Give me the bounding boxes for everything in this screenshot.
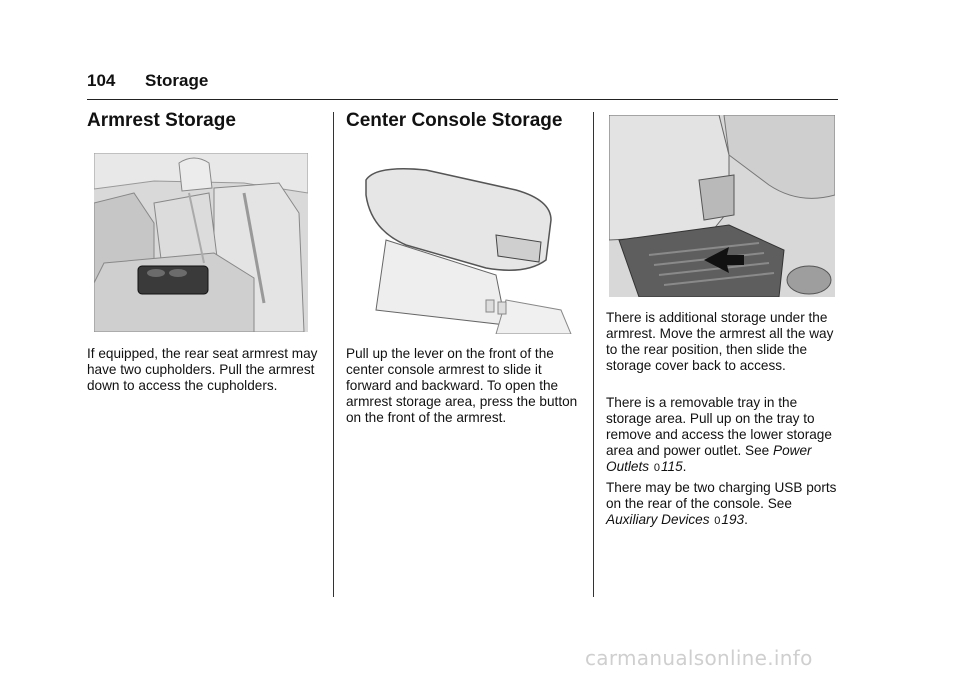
page-ref-arrow-icon: 0 — [653, 462, 660, 474]
power-outlets-page-ref[interactable]: 115 — [660, 459, 683, 474]
armrest-storage-heading: Armrest Storage — [87, 110, 236, 131]
auxiliary-devices-page-ref[interactable]: 193 — [721, 512, 745, 527]
column-divider — [333, 112, 334, 597]
armrest-storage-text: If equipped, the rear seat armrest may have two cupholders. Pull the armrest down to access the cupholders. — [87, 346, 318, 393]
page-number: 104 — [87, 71, 116, 90]
column-divider — [593, 112, 594, 597]
center-console-storage-heading: Center Console Storage — [346, 110, 563, 131]
center-console-armrest-illustration — [346, 150, 580, 334]
center-console-storage-text: Pull up the lever on the front of the center console armrest to slide it forward and backward. To open the armrest storage area, press the button on the front of the armrest. — [346, 346, 578, 425]
rear-seat-armrest-illustration — [94, 153, 308, 332]
removable-tray-text — [606, 395, 838, 476]
usb-ports-text — [606, 480, 838, 529]
section-title: Storage — [145, 71, 209, 90]
page-ref-arrow-icon: 0 — [714, 515, 721, 527]
page-header — [87, 71, 838, 100]
watermark: carmanualsonline.info — [585, 646, 813, 670]
usb-ports-sentence: There may be two charging USB ports on the rear of the console. See — [606, 480, 837, 511]
sentence-end: . — [744, 512, 748, 527]
removable-tray-sentence: There is a removable tray in the storage area. Pull up on the tray to remove and access the lower storage area and power outlet. See — [606, 395, 832, 458]
power-outlets-link[interactable]: Power Outlets — [606, 443, 812, 474]
additional-storage-text: There is additional storage under the armrest. Move the armrest all the way to the rear position, then slide the storage cover back to access. — [606, 310, 834, 373]
console-storage-cover-illustration — [609, 115, 835, 297]
sentence-end: . — [682, 459, 687, 474]
auxiliary-devices-link[interactable]: Auxiliary Devices — [606, 512, 710, 527]
